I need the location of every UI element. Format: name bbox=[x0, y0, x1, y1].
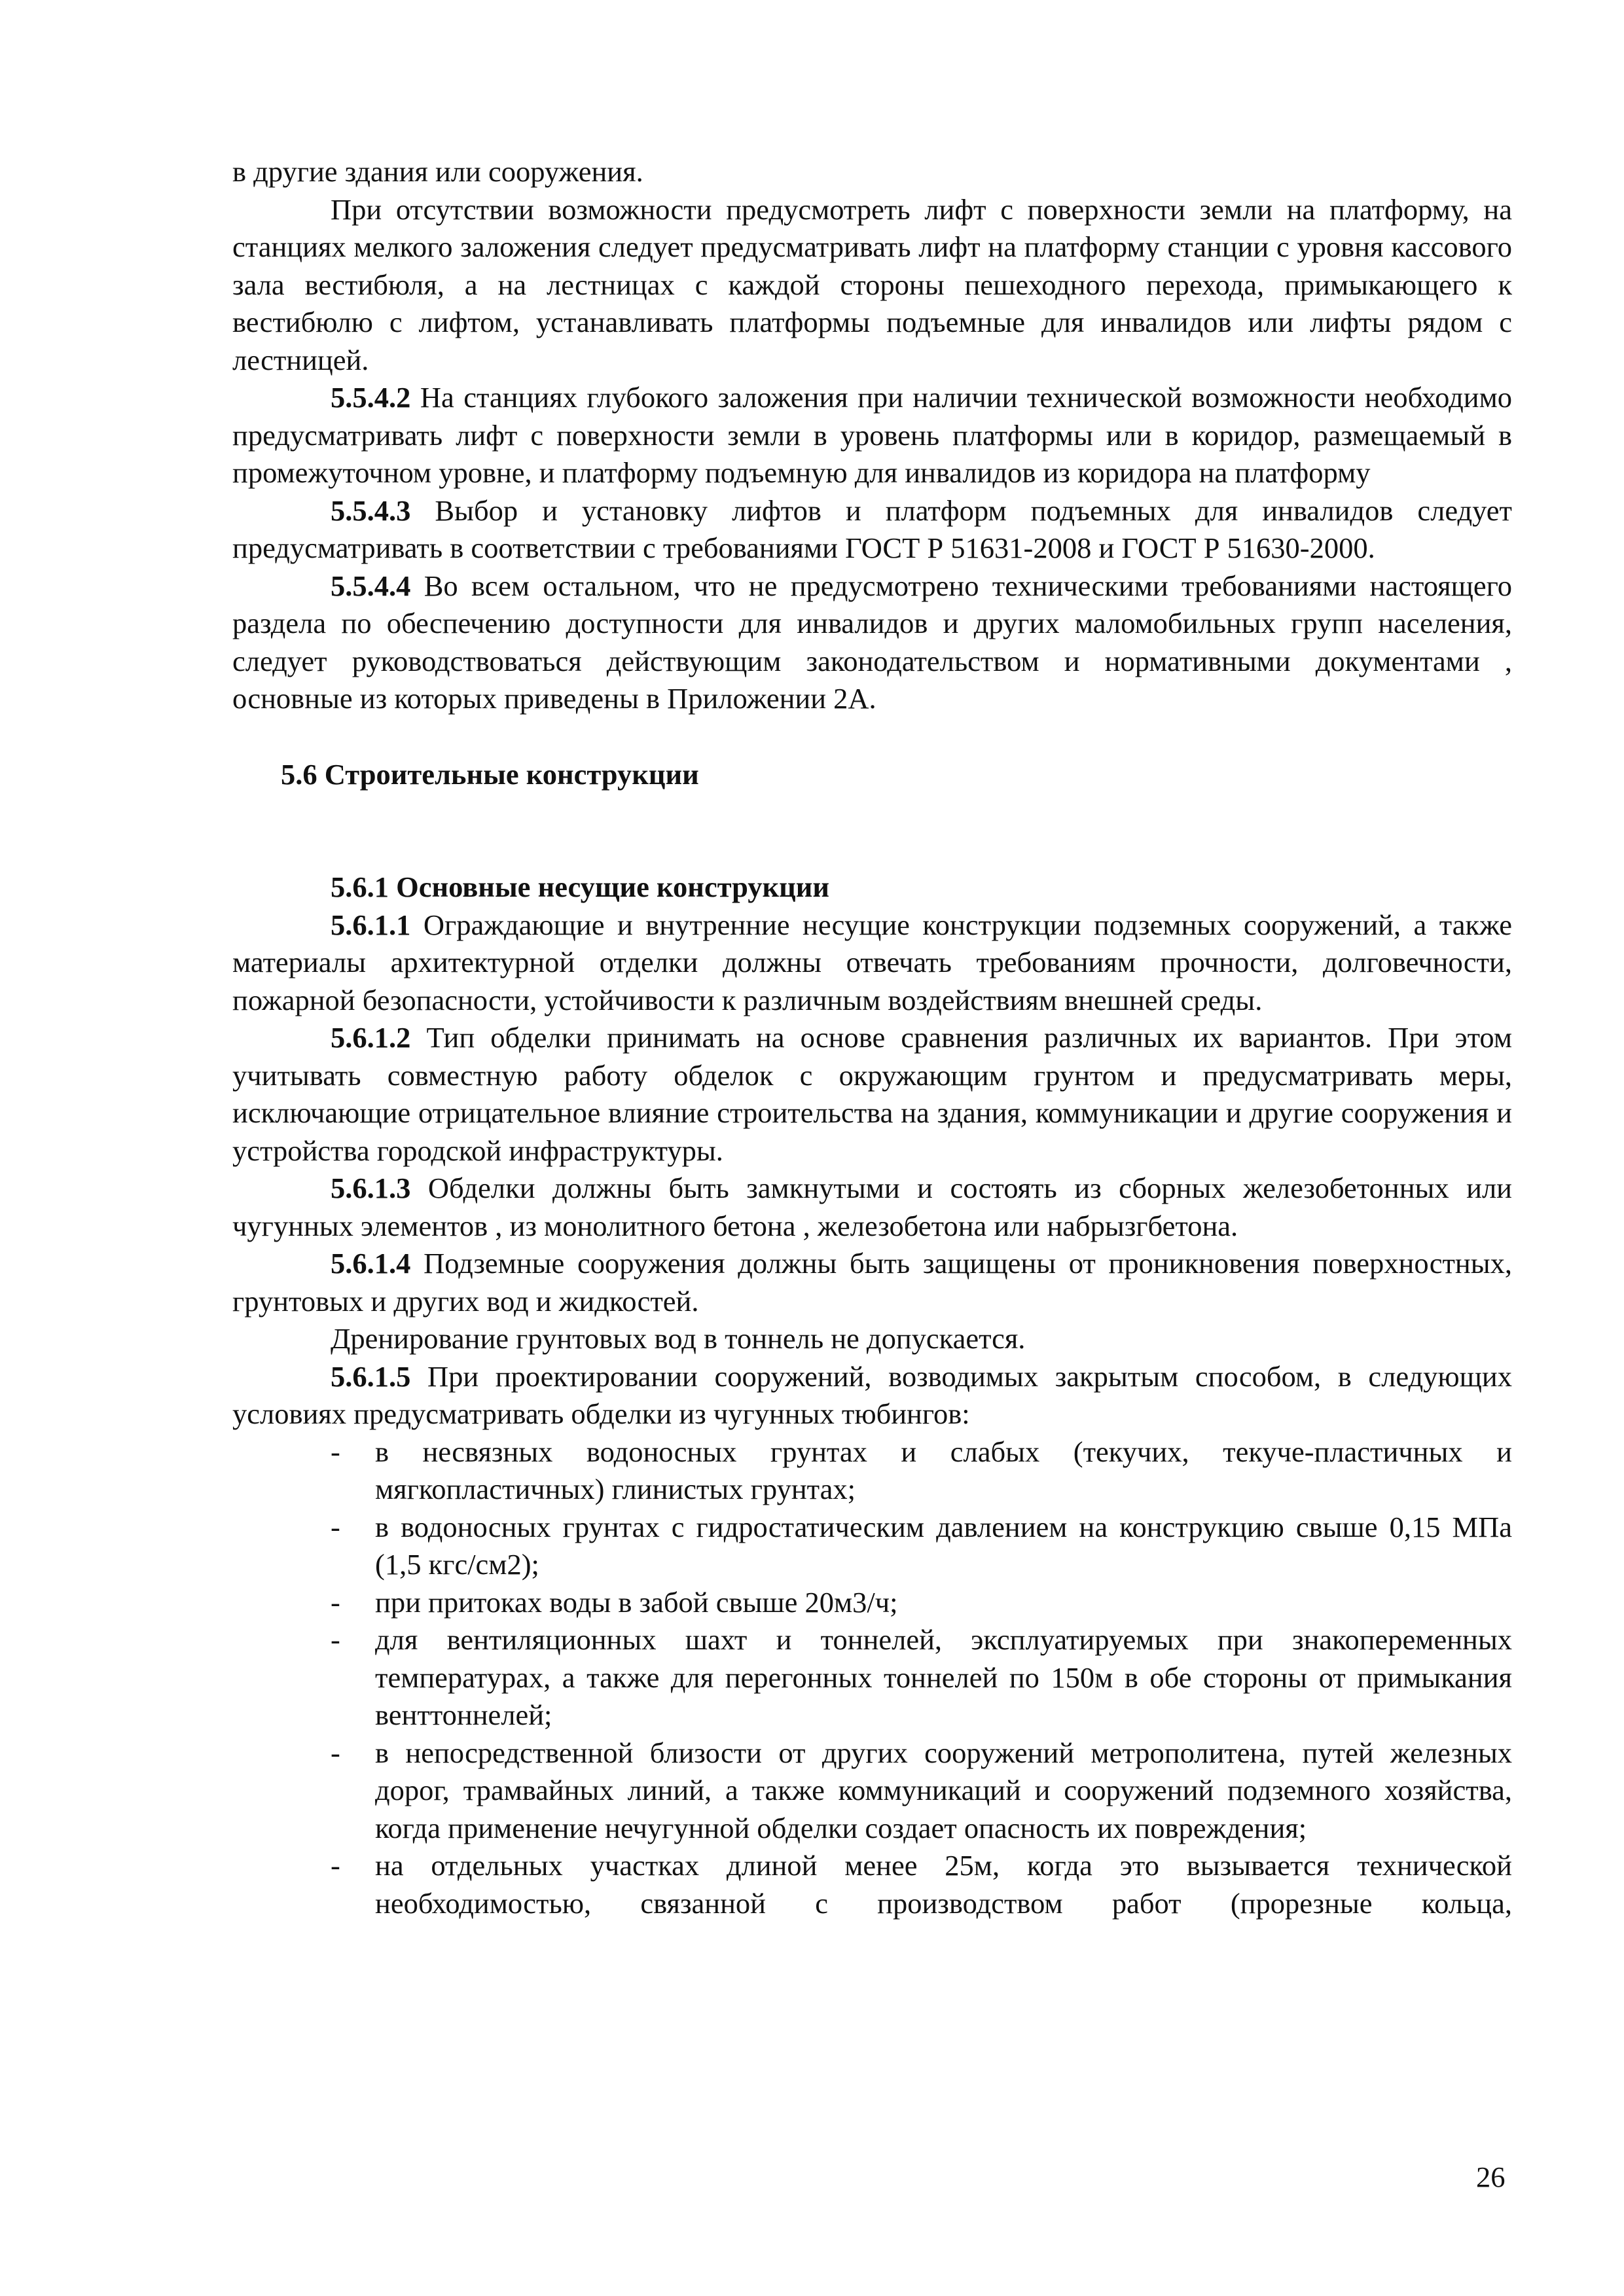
conditions-list bbox=[232, 1433, 1512, 1923]
clause-number: 5.5.4.2 bbox=[331, 381, 411, 414]
list-item-text: в водоносных грунтах с гидростатическим давлением на конструкцию свыше 0,15 МПа (1,5 кгс/см2); bbox=[375, 1510, 1512, 1581]
list-item bbox=[232, 1584, 1512, 1622]
clause-number: 5.6.1.5 bbox=[331, 1359, 411, 1393]
clause-number: 5.6.1.3 bbox=[331, 1172, 411, 1204]
list-item bbox=[232, 1621, 1512, 1734]
clause-5-6-1-1 bbox=[232, 906, 1512, 1020]
clause-number: 5.6.1.4 bbox=[331, 1247, 411, 1280]
clause-5-6-1-4 bbox=[232, 1245, 1512, 1320]
list-item-text: при притоках воды в забой свыше 20м3/ч; bbox=[375, 1585, 898, 1619]
list-item bbox=[232, 1734, 1512, 1848]
clause-5-6-1-3 bbox=[232, 1170, 1512, 1245]
clause-number: 5.5.4.4 bbox=[331, 569, 411, 602]
paragraph-lift-surface: При отсутствии возможности предусмотреть лифт с поверхности земли на платформу, на станциях мелкого заложения следует предусматривать лифт на платформу станции с уровня кассового зала вестибюля, а на лестницах с каждой стороны пешеходного перехода, примыкающего к вестибюлю с лифтом, устанавливать платформы подъемные для инвалидов или лифты рядом с лестницей. bbox=[232, 192, 1512, 376]
clause-5-6-1-5 bbox=[232, 1358, 1512, 1433]
section-heading-5-6: 5.6 Строительные конструкции bbox=[281, 757, 699, 791]
paragraph-drainage: Дренирование грунтовых вод в тоннель не допускается. bbox=[331, 1322, 1026, 1355]
dash-marker: - bbox=[331, 1736, 340, 1769]
clause-number: 5.6.1.2 bbox=[331, 1021, 411, 1054]
list-item-text: в несвязных водоносных грунтах и слабых (текучих, текуче-пластичных и мягкопластичных) глинистых грунтах; bbox=[375, 1435, 1512, 1505]
list-item-text: в непосредственной близости от других сооружений метрополитена, путей железных дорог, трамвайных линий, а также коммуникаций и сооружений подземного хозяйства, когда применение нечугунной обделки создает опасность их повреждения; bbox=[375, 1736, 1512, 1844]
subsection-heading-5-6-1: 5.6.1 Основные несущие конструкции bbox=[331, 870, 830, 903]
dash-marker: - bbox=[331, 1585, 340, 1619]
list-item bbox=[232, 1847, 1512, 1922]
clause-5-6-1-2 bbox=[232, 1019, 1512, 1170]
clause-number: 5.6.1.1 bbox=[331, 908, 411, 941]
list-item bbox=[232, 1433, 1512, 1509]
clause-text: На станциях глубокого заложения при наличии технической возможности необходимо предусматривать лифт с поверхности земли в уровень платформы или в коридор, размещаемый в промежуточном уровне, и платформу подъемную для инвалидов из коридора на платформу bbox=[232, 381, 1512, 489]
clause-text: Тип обделки принимать на основе сравнения различных их вариантов. При этом учитывать совместную работу обделок с окружающим грунтом и предусматривать меры, исключающие отрицательное влияние строительства на здания, коммуникации и другие сооружения и устройства городской инфраструктуры. bbox=[232, 1021, 1512, 1167]
dash-marker: - bbox=[331, 1435, 340, 1468]
clause-text: Обделки должны быть замкнутыми и состоять из сборных железобетонных или чугунных элементов , из монолитного бетона , железобетона или набрызгбетона. bbox=[232, 1172, 1512, 1242]
clause-number: 5.5.4.3 bbox=[331, 493, 411, 527]
list-item-text: для вентиляционных шахт и тоннелей, эксплуатируемых при знакопеременных температурах, а также для перегонных тоннелей по 150м в обе стороны от примыкания венттоннелей; bbox=[375, 1623, 1512, 1731]
document-page bbox=[232, 153, 1512, 1922]
list-item bbox=[232, 1509, 1512, 1584]
dash-marker: - bbox=[331, 1510, 340, 1543]
dash-marker: - bbox=[331, 1623, 340, 1656]
clause-text: Подземные сооружения должны быть защищены от проникновения поверхностных, грунтовых и других вод и жидкостей. bbox=[232, 1247, 1512, 1318]
clause-5-5-4-4 bbox=[232, 567, 1512, 718]
paragraph-continuation: в другие здания или сооружения. bbox=[232, 155, 643, 188]
clause-text: Во всем остальном, что не предусмотрено техническими требованиями настоящего раздела по обеспечению доступности для инвалидов и других маломобильных групп населения, следует руководствоваться действующим законодательством и нормативными документами , основные из которых приведены в Приложении 2А. bbox=[232, 569, 1512, 715]
clause-text: Выбор и установку лифтов и платформ подъемных для инвалидов следует предусматривать в соответствии с требованиями ГОСТ Р 51631-2008 и ГОСТ Р 51630-2000. bbox=[232, 493, 1512, 564]
clause-5-5-4-3 bbox=[232, 492, 1512, 567]
dash-marker: - bbox=[331, 1849, 340, 1882]
clause-text: При проектировании сооружений, возводимых закрытым способом, в следующих условиях предусматривать обделки из чугунных тюбингов: bbox=[232, 1359, 1512, 1430]
list-item-text: на отдельных участках длиной менее 25м, когда это вызывается технической необходимостью, связанной с производством работ (прорезные кольца, bbox=[375, 1849, 1512, 1920]
page-number: 26 bbox=[1476, 2161, 1506, 2193]
clause-text: Ограждающие и внутренние несущие конструкции подземных сооружений, а также материалы архитектурной отделки должны отвечать требованиям прочности, долговечности, пожарной безопасности, устойчивости к различным воздействиям внешней среды. bbox=[232, 908, 1512, 1016]
clause-5-5-4-2 bbox=[232, 379, 1512, 492]
